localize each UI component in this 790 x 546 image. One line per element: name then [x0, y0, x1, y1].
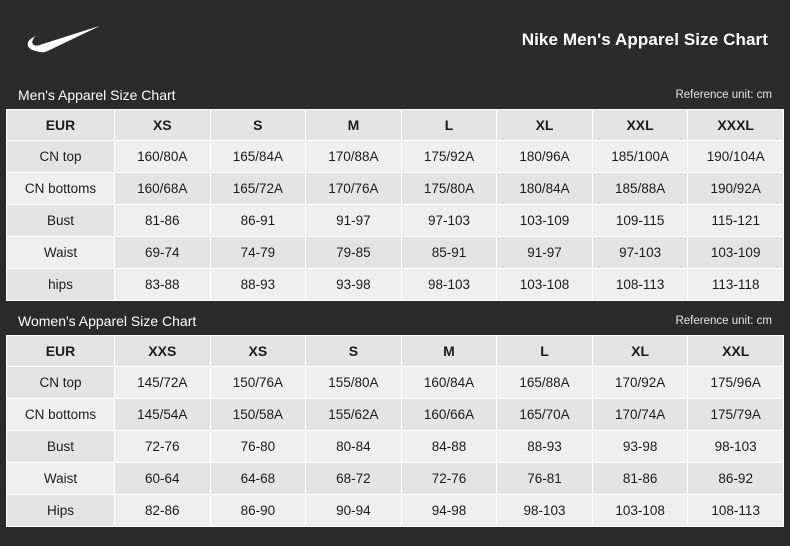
- table-row: [7, 269, 784, 301]
- table-row: [7, 463, 784, 495]
- womens-cell: 150/76A: [210, 367, 306, 399]
- mens-size-table: [6, 109, 784, 301]
- page-title: Nike Men's Apparel Size Chart: [521, 30, 768, 49]
- mens-section-bar: [6, 80, 784, 109]
- mens-section-title: Men's Apparel Size Chart: [18, 86, 176, 103]
- womens-row-label-waist: Waist: [7, 463, 115, 495]
- womens-cell: 160/84A: [401, 367, 497, 399]
- womens-cell: 150/58A: [210, 399, 306, 431]
- womens-cell: 103-108: [592, 495, 688, 527]
- mens-row-label-cn-top: CN top: [7, 141, 115, 173]
- mens-cell: 175/92A: [401, 141, 497, 173]
- womens-cell: 86-90: [210, 495, 306, 527]
- mens-cell: 165/84A: [210, 141, 306, 173]
- mens-reference-unit: Reference unit: cm: [675, 88, 772, 101]
- womens-cell: 84-88: [401, 431, 497, 463]
- mens-cell: 170/88A: [306, 141, 402, 173]
- mens-header-xs: XS: [115, 110, 211, 141]
- mens-cell: 109-115: [592, 205, 688, 237]
- table-row: [7, 431, 784, 463]
- womens-cell: 93-98: [592, 431, 688, 463]
- mens-cell: 190/92A: [688, 173, 784, 205]
- mens-cell: 98-103: [401, 269, 497, 301]
- mens-cell: 74-79: [210, 237, 306, 269]
- mens-cell: 86-91: [210, 205, 306, 237]
- mens-cell: 91-97: [497, 237, 593, 269]
- womens-cell: 72-76: [401, 463, 497, 495]
- mens-cell: 83-88: [115, 269, 211, 301]
- mens-cell: 85-91: [401, 237, 497, 269]
- table-row: [7, 205, 784, 237]
- mens-row-label-bust: Bust: [7, 205, 115, 237]
- mens-cell: 91-97: [306, 205, 402, 237]
- womens-header-m: M: [401, 336, 497, 367]
- mens-cell: 190/104A: [688, 141, 784, 173]
- womens-header-xxs: XXS: [115, 336, 211, 367]
- womens-table-header-row: [7, 336, 784, 367]
- tables-container: [0, 80, 790, 546]
- mens-cell: 93-98: [306, 269, 402, 301]
- mens-cell: 108-113: [592, 269, 688, 301]
- mens-cell: 170/76A: [306, 173, 402, 205]
- womens-size-section: [6, 306, 784, 527]
- womens-size-table: [6, 335, 784, 527]
- mens-row-label-hips: hips: [7, 269, 115, 301]
- mens-cell: 165/72A: [210, 173, 306, 205]
- womens-header-xs: XS: [210, 336, 306, 367]
- womens-row-label-cn-top: CN top: [7, 367, 115, 399]
- nike-swoosh-logo: [26, 23, 102, 57]
- womens-row-label-cn-bottoms: CN bottoms: [7, 399, 115, 431]
- page-header: [0, 0, 790, 80]
- womens-cell: 60-64: [115, 463, 211, 495]
- womens-cell: 155/62A: [306, 399, 402, 431]
- mens-header-l: L: [401, 110, 497, 141]
- womens-cell: 81-86: [592, 463, 688, 495]
- mens-cell: 160/80A: [115, 141, 211, 173]
- womens-cell: 68-72: [306, 463, 402, 495]
- mens-cell: 180/96A: [497, 141, 593, 173]
- mens-header-eur: EUR: [7, 110, 115, 141]
- mens-cell: 97-103: [592, 237, 688, 269]
- womens-cell: 90-94: [306, 495, 402, 527]
- mens-row-label-cn-bottoms: CN bottoms: [7, 173, 115, 205]
- mens-table-header-row: [7, 110, 784, 141]
- mens-cell: 103-109: [688, 237, 784, 269]
- mens-cell: 185/100A: [592, 141, 688, 173]
- womens-cell: 72-76: [115, 431, 211, 463]
- mens-header-xl: XL: [497, 110, 593, 141]
- womens-cell: 64-68: [210, 463, 306, 495]
- womens-row-label-hips: Hips: [7, 495, 115, 527]
- mens-cell: 103-108: [497, 269, 593, 301]
- womens-header-l: L: [497, 336, 593, 367]
- table-row: [7, 367, 784, 399]
- womens-cell: 82-86: [115, 495, 211, 527]
- womens-cell: 170/74A: [592, 399, 688, 431]
- womens-cell: 165/88A: [497, 367, 593, 399]
- womens-cell: 94-98: [401, 495, 497, 527]
- womens-header-xl: XL: [592, 336, 688, 367]
- womens-cell: 170/92A: [592, 367, 688, 399]
- mens-cell: 180/84A: [497, 173, 593, 205]
- womens-cell: 175/96A: [688, 367, 784, 399]
- table-row: [7, 173, 784, 205]
- womens-row-label-bust: Bust: [7, 431, 115, 463]
- mens-header-xxl: XXL: [592, 110, 688, 141]
- mens-cell: 69-74: [115, 237, 211, 269]
- womens-header-eur: EUR: [7, 336, 115, 367]
- womens-cell: 145/54A: [115, 399, 211, 431]
- womens-cell: 76-81: [497, 463, 593, 495]
- womens-section-title: Women's Apparel Size Chart: [18, 312, 197, 329]
- womens-section-bar: [6, 306, 784, 335]
- womens-header-xxl: XXL: [688, 336, 784, 367]
- womens-cell: 155/80A: [306, 367, 402, 399]
- womens-cell: 175/79A: [688, 399, 784, 431]
- womens-cell: 98-103: [497, 495, 593, 527]
- mens-cell: 88-93: [210, 269, 306, 301]
- womens-cell: 88-93: [497, 431, 593, 463]
- mens-cell: 103-109: [497, 205, 593, 237]
- mens-cell: 97-103: [401, 205, 497, 237]
- mens-cell: 79-85: [306, 237, 402, 269]
- mens-cell: 160/68A: [115, 173, 211, 205]
- womens-cell: 165/70A: [497, 399, 593, 431]
- womens-cell: 80-84: [306, 431, 402, 463]
- mens-header-s: S: [210, 110, 306, 141]
- mens-cell: 113-118: [688, 269, 784, 301]
- mens-header-m: M: [306, 110, 402, 141]
- womens-cell: 98-103: [688, 431, 784, 463]
- mens-row-label-waist: Waist: [7, 237, 115, 269]
- mens-cell: 115-121: [688, 205, 784, 237]
- table-row: [7, 399, 784, 431]
- mens-size-section: [6, 80, 784, 301]
- womens-cell: 108-113: [688, 495, 784, 527]
- mens-cell: 185/88A: [592, 173, 688, 205]
- womens-cell: 76-80: [210, 431, 306, 463]
- table-row: [7, 495, 784, 527]
- womens-reference-unit: Reference unit: cm: [675, 314, 772, 327]
- womens-cell: 145/72A: [115, 367, 211, 399]
- table-row: [7, 237, 784, 269]
- womens-header-s: S: [306, 336, 402, 367]
- table-row: [7, 141, 784, 173]
- womens-cell: 86-92: [688, 463, 784, 495]
- mens-cell: 175/80A: [401, 173, 497, 205]
- womens-cell: 160/66A: [401, 399, 497, 431]
- mens-cell: 81-86: [115, 205, 211, 237]
- mens-header-xxxl: XXXL: [688, 110, 784, 141]
